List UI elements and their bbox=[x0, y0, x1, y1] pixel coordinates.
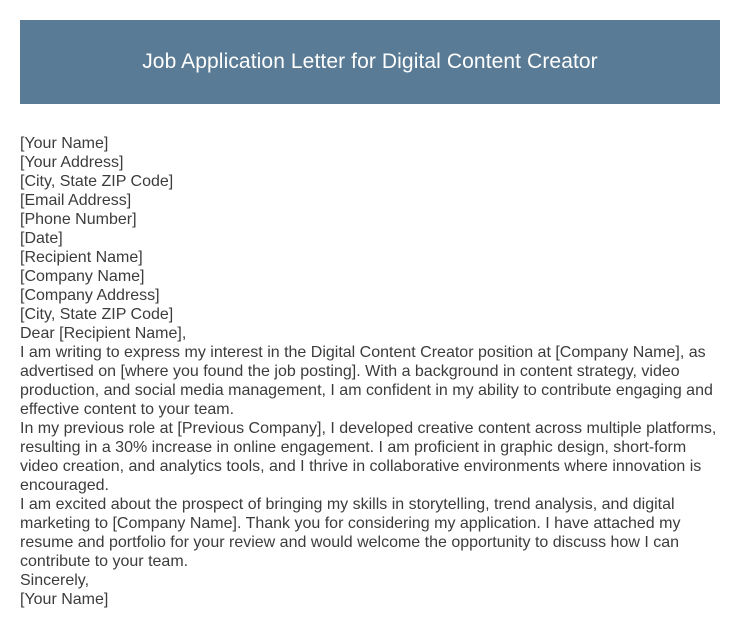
recipient-company-address: [Company Address] bbox=[20, 287, 160, 304]
page-title: Job Application Letter for Digital Content Creator bbox=[142, 50, 598, 73]
greeting: Dear [Recipient Name], bbox=[20, 325, 187, 342]
recipient-company: [Company Name] bbox=[20, 268, 145, 285]
paragraph-intro: I am writing to express my interest in the Digital Content Creator position at [Company Name], as advertised on [where you found the job posting]. With a background in content strategy, video production, and social media management, I am confident in my ability to contribute engaging and effective content to your team. bbox=[20, 344, 713, 418]
sender-name: [Your Name] bbox=[20, 135, 109, 152]
sender-email: [Email Address] bbox=[20, 192, 132, 209]
sender-city-state-zip: [City, State ZIP Code] bbox=[20, 173, 174, 190]
paragraph-closing: I am excited about the prospect of bringing my skills in storytelling, trend analysis, and digital marketing to [Company Name]. Thank you for considering my application. I have attached my resume and portfolio for your review and would welcome the opportunity to discuss how I can contribute to your team. bbox=[20, 496, 681, 570]
sender-phone: [Phone Number] bbox=[20, 211, 137, 228]
sender-address: [Your Address] bbox=[20, 154, 124, 171]
letter-body bbox=[20, 134, 722, 609]
recipient-name: [Recipient Name] bbox=[20, 249, 143, 266]
paragraph-experience: In my previous role at [Previous Company], I developed creative content across multiple platforms, resulting in a 30% increase in online engagement. I am proficient in graphic design, short-form video creation, and analytics tools, and I thrive in collaborative environments where innovation is encouraged. bbox=[20, 420, 717, 494]
title-banner bbox=[20, 20, 720, 104]
closing: Sincerely, bbox=[20, 572, 90, 589]
signature: [Your Name] bbox=[20, 591, 109, 608]
letter-date: [Date] bbox=[20, 230, 63, 247]
recipient-city-state-zip: [City, State ZIP Code] bbox=[20, 306, 174, 323]
